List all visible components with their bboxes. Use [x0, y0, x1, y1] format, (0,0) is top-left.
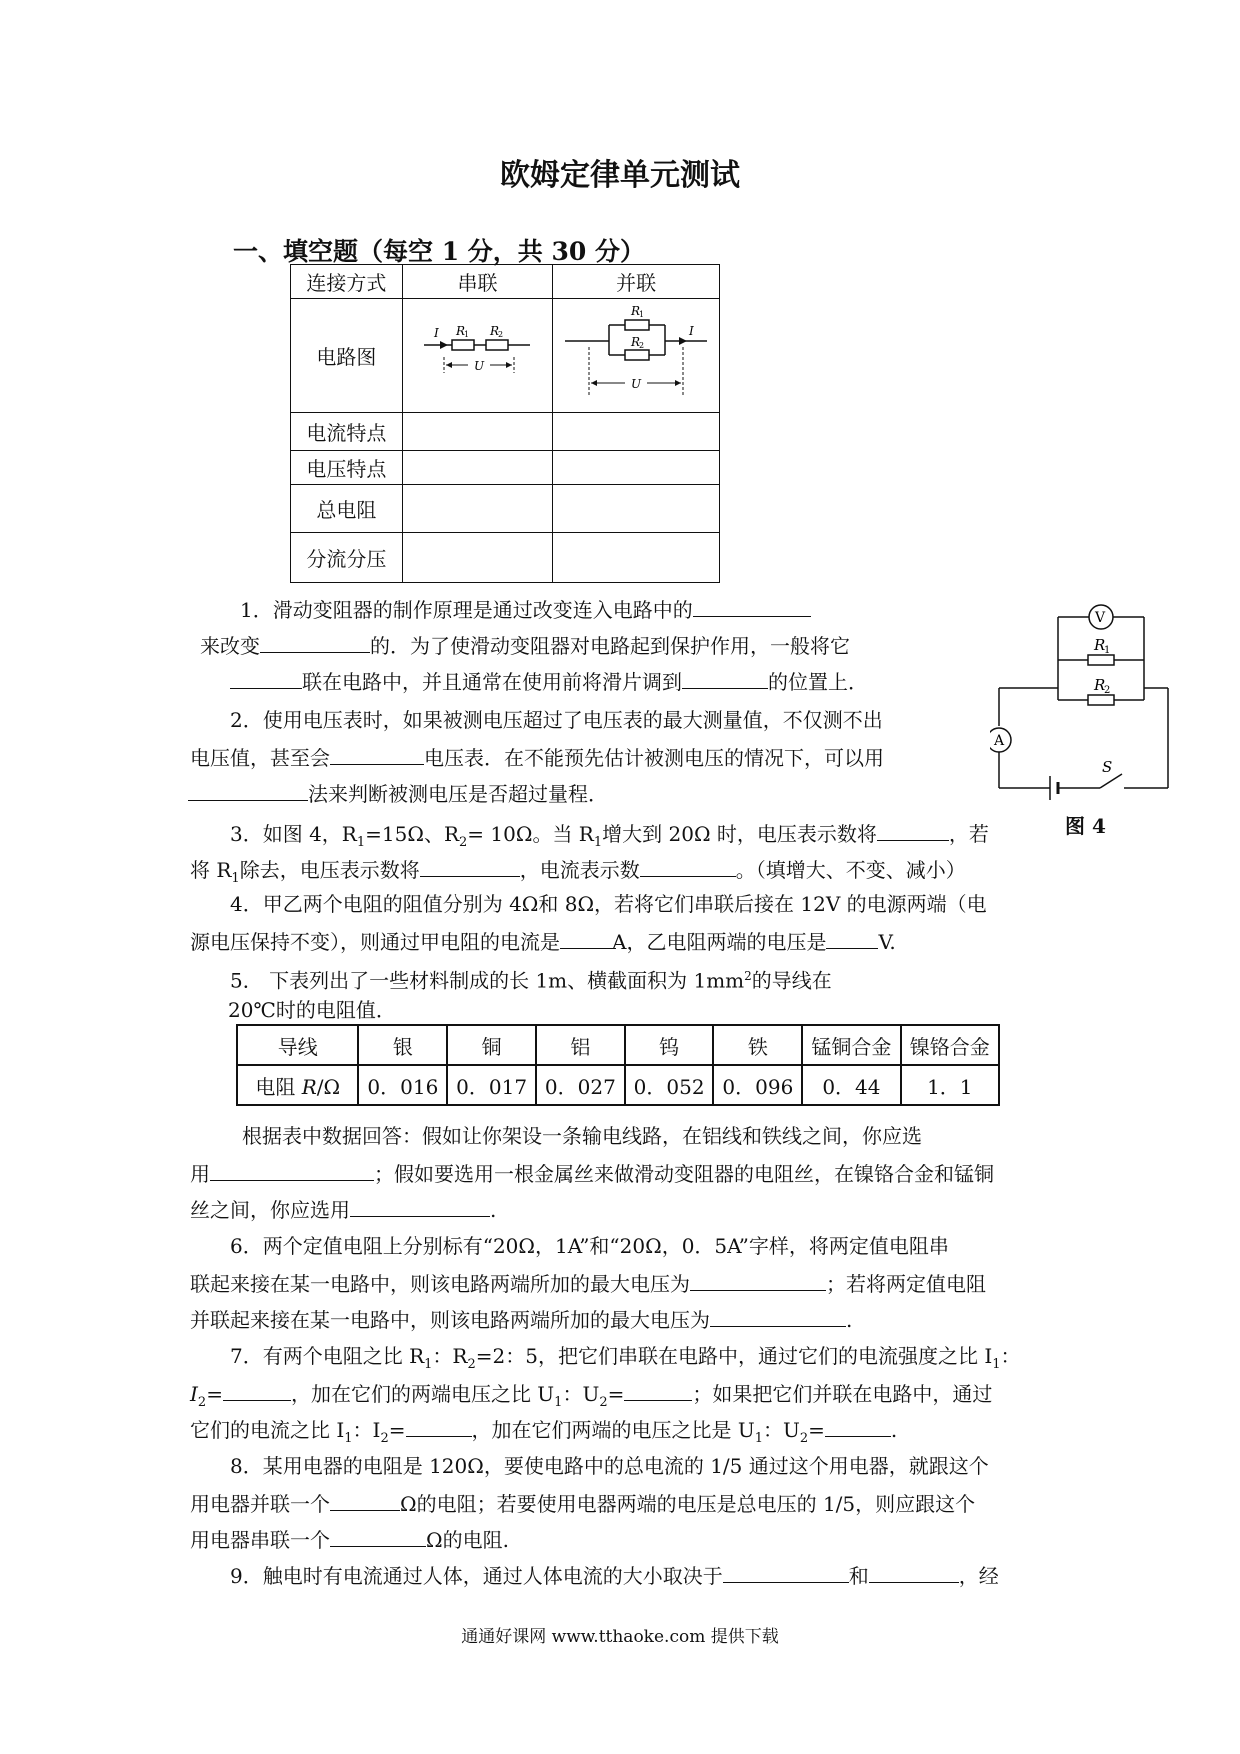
subscript: 1 [356, 835, 366, 850]
answer-cell[interactable] [402, 451, 552, 485]
subscript: 1 [554, 1395, 563, 1410]
answer-cell[interactable] [402, 485, 552, 533]
header-cell: 连接方式 [291, 265, 403, 299]
text: ，电流表示数 [519, 858, 640, 882]
q8-line-3 [190, 1524, 509, 1554]
row-label: 分流分压 [291, 533, 403, 583]
q5-line-4 [190, 1158, 994, 1188]
material-header: 铝 [536, 1025, 625, 1065]
page-title: 欧姆定律单元测试 [500, 158, 740, 193]
material-header: 导线 [237, 1025, 358, 1065]
current-label: I [434, 326, 440, 340]
text: /Ω [316, 1074, 341, 1099]
subscript: 2 [467, 1357, 476, 1372]
r1-label: R [456, 324, 466, 338]
answer-blank[interactable] [230, 666, 302, 689]
text: ；如果把它们并联在电路中，通过 [692, 1382, 993, 1406]
text: ，加在它们两端的电压之比是 U [471, 1418, 755, 1442]
r1-label: R [631, 304, 641, 318]
row-label: 总电阻 [291, 485, 403, 533]
text: 联起来接在某一电路中，则该电路两端所加的最大电压为 [190, 1272, 690, 1296]
r2-label: R [490, 324, 500, 338]
answer-blank[interactable] [560, 926, 612, 949]
resistance-value: 0．052 [625, 1065, 714, 1105]
q7-line-3 [190, 1414, 897, 1453]
text: = [808, 1418, 825, 1442]
r2-sub: 2 [498, 330, 504, 339]
q3-line-1 [230, 818, 989, 857]
text: 7．有两个电阻之比 R [230, 1344, 425, 1368]
q2-line-3 [188, 778, 608, 808]
answer-blank[interactable] [188, 778, 308, 801]
superscript: 2 [744, 969, 752, 983]
resistance-value: 0．016 [358, 1065, 447, 1105]
material-header: 银 [358, 1025, 447, 1065]
text: A，乙电阻两端的电压是 [612, 930, 827, 954]
q7-line-1 [230, 1342, 1021, 1379]
answer-blank[interactable] [710, 1304, 846, 1327]
text: 用电器并联一个 [190, 1492, 330, 1516]
parallel-circuit-diagram [561, 303, 711, 403]
text: 除去，电压表示数将 [239, 858, 420, 882]
text: ，若 [948, 822, 989, 846]
material-header: 镍铬合金 [901, 1025, 999, 1065]
answer-blank[interactable] [350, 1194, 490, 1217]
subscript: 1 [593, 835, 603, 850]
voltage-label: U [631, 377, 642, 391]
text: 增大到 20Ω 时，电压表示数将 [602, 822, 877, 846]
current-label: I [689, 324, 694, 338]
text: 源电压保持不变），则通过甲电阻的电流是 [190, 930, 560, 954]
q6-line-2 [190, 1268, 986, 1298]
voltage-label: U [474, 359, 485, 373]
text: 电阻 [255, 1074, 302, 1099]
text: ：I [352, 1418, 381, 1442]
text: = [607, 1382, 625, 1406]
answer-blank[interactable] [826, 926, 878, 949]
subscript: 1 [424, 1357, 433, 1372]
text: 它们的电流之比 I [190, 1418, 345, 1442]
subscript: 1 [754, 1431, 763, 1446]
text: ；若将两定值电阻 [826, 1272, 986, 1296]
answer-cell[interactable] [402, 413, 552, 451]
q5-line-1 [230, 962, 832, 995]
figure-4-circuit [990, 600, 1190, 800]
text: 联在电路中，并且通常在使用前将滑片调到 [302, 670, 682, 694]
text: 电压值，甚至会 [190, 746, 330, 770]
resistivity-table [236, 1024, 1000, 1106]
text: ：R [432, 1344, 468, 1368]
text: 用电器串联一个 [190, 1528, 330, 1552]
material-header: 钨 [625, 1025, 714, 1065]
q8-line-2 [190, 1488, 975, 1518]
r2-label: R [1094, 676, 1106, 694]
resistance-row-label [237, 1065, 358, 1105]
header-cell: 并联 [553, 265, 720, 299]
row-label: 电压特点 [291, 451, 403, 485]
resistance-value: 0．096 [713, 1065, 802, 1105]
answer-blank[interactable] [624, 1378, 692, 1401]
text: 20℃时的电阻值． [228, 998, 396, 1022]
q4-line-1 [230, 890, 987, 918]
q1-line-2 [200, 630, 850, 660]
q3-line-2 [190, 854, 966, 893]
text: 3．如图 4，R [230, 822, 357, 846]
r2-label: R [631, 335, 641, 349]
r2-sub: 2 [639, 341, 645, 350]
text: ，经 [958, 1564, 999, 1588]
resistance-value: 1．1 [901, 1065, 999, 1105]
text: =2：5，把它们串联在电路中，通过它们的电流强度之比 I [475, 1344, 993, 1368]
text: 1．滑动变阻器的制作原理是通过改变连入电路中的 [240, 598, 693, 622]
series-circuit-cell [402, 299, 552, 413]
text: ：U [562, 1382, 600, 1406]
figure-4 [990, 600, 1190, 840]
subscript: 1 [992, 1357, 1001, 1372]
text: 的导线在 [751, 968, 832, 993]
subscript: 2 [459, 835, 468, 850]
r1-label: R [1094, 636, 1106, 654]
answer-blank[interactable] [223, 1378, 291, 1401]
q5-line-3 [242, 1122, 922, 1150]
text: 9．触电时有电流通过人体，通过人体电流的大小取决于 [230, 1564, 723, 1588]
subscript: 2 [799, 1431, 809, 1446]
text: . [490, 1198, 497, 1222]
answer-blank[interactable] [210, 1158, 374, 1181]
r1-sub: 1 [639, 310, 645, 319]
answer-cell[interactable] [553, 451, 720, 485]
answer-cell[interactable] [553, 533, 720, 583]
row-label: 电路图 [291, 299, 403, 413]
parallel-circuit-cell [553, 299, 720, 413]
text: = 10Ω。当 R [467, 822, 594, 846]
material-header: 锰铜合金 [802, 1025, 900, 1065]
answer-blank[interactable] [330, 742, 424, 765]
q9-line-1 [230, 1560, 999, 1590]
text: 并联起来接在某一电路中，则该电路两端所加的最大电压为 [190, 1308, 710, 1332]
text: 用 [190, 1162, 210, 1186]
answer-blank[interactable] [406, 1414, 472, 1437]
text: 电压表．在不能预先估计被测电压的情况下，可以用 [424, 746, 884, 770]
q1-line-1 [240, 594, 811, 624]
comparison-table [290, 264, 720, 583]
answer-blank[interactable] [330, 1488, 400, 1511]
q7-line-2 [190, 1378, 992, 1417]
answer-cell[interactable] [553, 485, 720, 533]
text: R [301, 1074, 317, 1099]
material-header: 铜 [447, 1025, 536, 1065]
subscript: 2 [380, 1431, 389, 1446]
header-cell: 串联 [402, 265, 552, 299]
text: = [206, 1382, 223, 1406]
text: 。（填增大、不变、减小） [735, 858, 966, 882]
q4-line-2 [190, 926, 896, 956]
text: 法来判断被测电压是否超过量程． [308, 782, 608, 806]
row-label: 电流特点 [291, 413, 403, 451]
answer-blank[interactable] [682, 666, 768, 689]
r1-sub: 1 [1104, 645, 1111, 656]
text: 来改变 [200, 634, 260, 658]
answer-blank[interactable] [420, 854, 520, 877]
voltmeter-label: V [1095, 610, 1106, 626]
text: Ω的电阻. [426, 1528, 509, 1552]
answer-blank[interactable] [693, 594, 811, 617]
text: 丝之间，你应选用 [190, 1198, 350, 1222]
q6-line-1 [230, 1232, 949, 1260]
q8-line-1 [230, 1452, 989, 1480]
text: =15Ω、R [365, 822, 460, 846]
section-heading: 一、填空题（每空 1 分，共 30 分） [233, 237, 646, 266]
text: 根据表中数据回答：假如让你架设一条输电线路，在铝线和铁线之间，你应选 [242, 1124, 922, 1148]
answer-blank[interactable] [825, 1414, 891, 1437]
answer-blank[interactable] [877, 818, 949, 841]
q5-line-5 [190, 1194, 496, 1224]
answer-blank[interactable] [640, 854, 736, 877]
answer-blank[interactable] [330, 1524, 426, 1547]
q2-line-2 [190, 742, 884, 772]
switch-label: S [1102, 758, 1113, 776]
text: ；假如要选用一根金属丝来做滑动变阻器的电阻丝，在镍铬合金和锰铜 [374, 1162, 994, 1186]
text: 的位置上． [768, 670, 868, 694]
resistance-value: 0．027 [536, 1065, 625, 1105]
resistance-value: 0．017 [447, 1065, 536, 1105]
resistance-value: 0．44 [802, 1065, 900, 1105]
answer-cell[interactable] [402, 533, 552, 583]
q5-line-2 [228, 996, 396, 1024]
text: = [388, 1418, 406, 1442]
answer-blank[interactable] [260, 630, 370, 653]
q2-line-1 [230, 706, 883, 734]
text: 6．两个定值电阻上分别标有“20Ω，1A”和“20Ω，0．5A”字样，将两定值电阻串 [230, 1234, 949, 1258]
text: 5． 下表列出了一些材料制成的长 1m、横截面积为 1mm [230, 968, 745, 993]
subscript: 2 [197, 1395, 207, 1410]
text: 4．甲乙两个电阻的阻值分别为 4Ω和 8Ω，若将它们串联后接在 12V 的电源两端（电 [230, 892, 987, 916]
text: ，加在它们的两端电压之比 U [290, 1382, 555, 1406]
subscript: 2 [599, 1395, 608, 1410]
answer-blank[interactable] [690, 1268, 826, 1291]
text: Ω的电阻；若要使用电器两端的电压是总电压的 1/5，则应跟这个 [400, 1492, 976, 1516]
text: . [846, 1308, 853, 1332]
q1-line-3 [230, 666, 868, 696]
r2-sub: 2 [1104, 685, 1111, 696]
q6-line-3 [190, 1304, 852, 1334]
text: ： [1000, 1344, 1021, 1368]
text: 8．某用电器的电阻是 120Ω，要使电路中的总电流的 1/5 通过这个用电器，就跟这个 [230, 1454, 989, 1478]
answer-blank[interactable] [869, 1560, 959, 1583]
text: I [190, 1382, 198, 1406]
text: V. [878, 930, 896, 954]
material-header: 铁 [713, 1025, 802, 1065]
ammeter-label: A [994, 733, 1005, 749]
text: ：U [763, 1418, 800, 1442]
r1-sub: 1 [464, 330, 470, 339]
text: 将 R [190, 858, 232, 882]
text: . [890, 1418, 898, 1442]
subscript: 1 [231, 871, 240, 886]
text: 2．使用电压表时，如果被测电压超过了电压表的最大测量值，不仅测不出 [230, 708, 883, 732]
figure-caption: 图 4 [1065, 814, 1106, 838]
text: 和 [848, 1564, 869, 1588]
page-footer: 通通好课网 www.tthaoke.com 提供下载 [461, 1627, 779, 1647]
subscript: 1 [344, 1431, 353, 1446]
answer-blank[interactable] [723, 1560, 849, 1583]
text: 的．为了使滑动变阻器对电路起到保护作用，一般将它 [370, 634, 850, 658]
series-circuit-diagram [422, 323, 532, 383]
answer-cell[interactable] [553, 413, 720, 451]
